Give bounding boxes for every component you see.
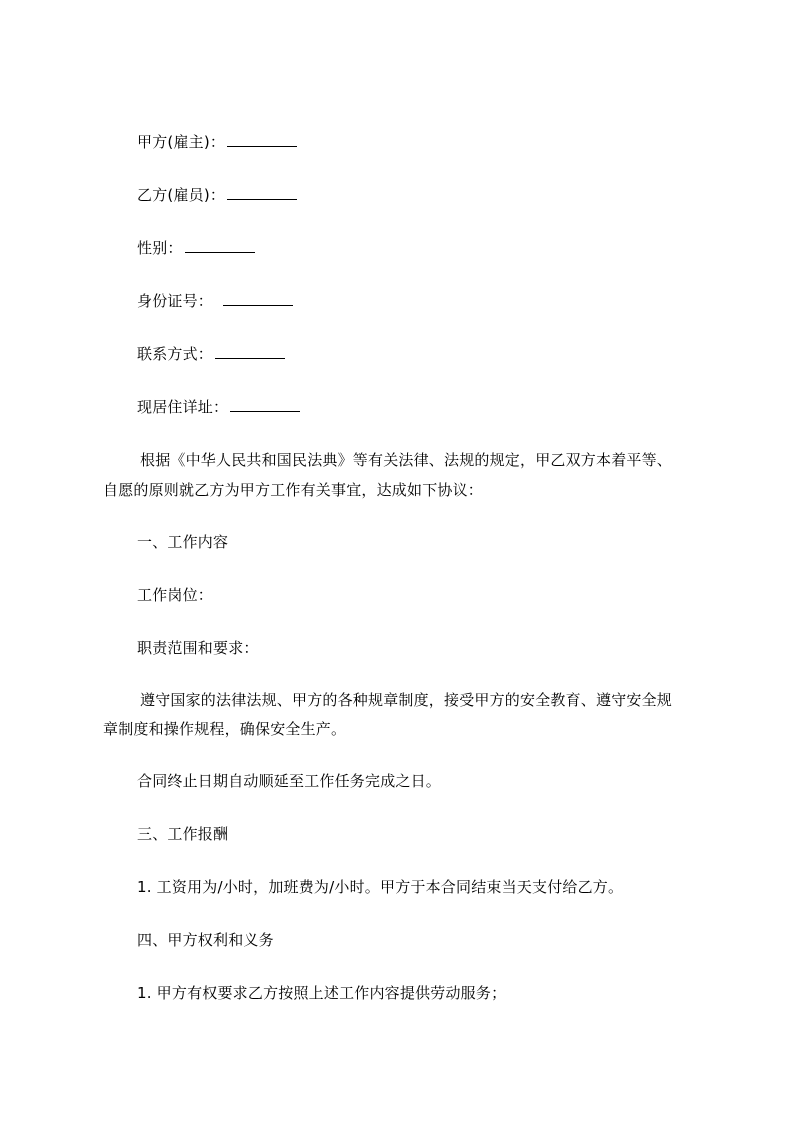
- gender-row: [137, 238, 255, 258]
- party-a-blank: [227, 132, 297, 147]
- term-text: 合同终止日期自动顺延至工作任务完成之日。: [137, 772, 442, 790]
- party-b-label: 乙方(雇员)：: [137, 186, 226, 204]
- duties-line-1: 遵守国家的法律法规、甲方的各种规章制度，接受甲方的安全教育、遵守安全规: [140, 691, 673, 709]
- party-a-label: 甲方(雇主)：: [137, 133, 226, 151]
- address-row: [137, 397, 300, 417]
- rights-item-1: 1. 甲方有权要求乙方按照上述工作内容提供劳动服务；: [137, 984, 507, 1002]
- duties-line-2: 章制度和操作规程，确保安全生产。: [103, 720, 347, 738]
- section-1-heading: 一、工作内容: [137, 533, 229, 551]
- party-a-row: [137, 132, 297, 152]
- section-3-heading: 三、工作报酬: [137, 825, 229, 843]
- party-b-row: [137, 185, 297, 205]
- id-label: 身份证号：: [137, 292, 214, 310]
- preamble-line-1: 根据《中华人民共和国民法典》等有关法律、法规的规定，甲乙双方本着平等、: [140, 451, 673, 469]
- section-4-heading: 四、甲方权利和义务: [137, 931, 274, 949]
- contact-label: 联系方式：: [137, 345, 214, 363]
- wage-item: 1. 工资用为/小时，加班费为/小时。甲方于本合同结束当天支付给乙方。: [137, 878, 624, 896]
- contact-blank: [215, 344, 285, 359]
- id-blank: [223, 291, 293, 306]
- contact-row: [137, 344, 285, 364]
- duties-label: 职责范围和要求：: [137, 639, 259, 657]
- gender-label: 性别：: [137, 239, 183, 257]
- gender-blank: [185, 238, 255, 253]
- id-row: [137, 291, 293, 311]
- address-label: 现居住详址：: [137, 398, 229, 416]
- preamble-line-2: 自愿的原则就乙方为甲方工作有关事宜，达成如下协议：: [103, 481, 484, 499]
- position-label: 工作岗位：: [137, 586, 214, 604]
- party-b-blank: [227, 185, 297, 200]
- address-blank: [230, 397, 300, 412]
